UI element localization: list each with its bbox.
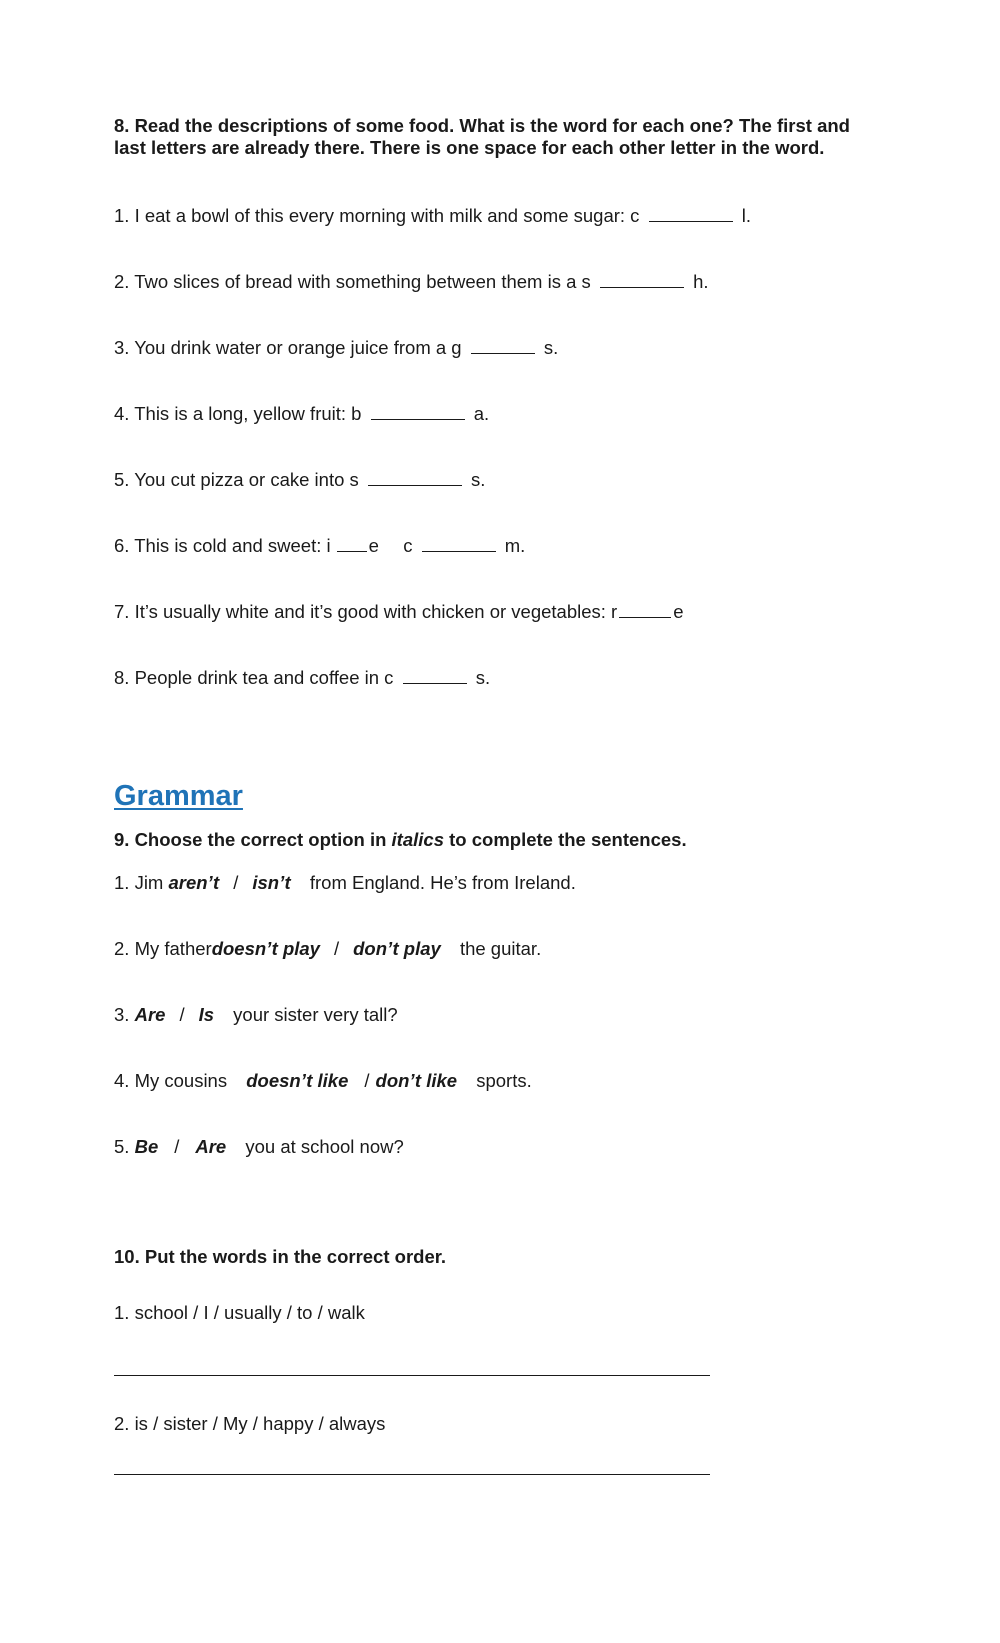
vocab-item-4-prefix: 4. This is a long, yellow fruit: b — [114, 403, 362, 424]
vocab-item-1-prefix: 1. I eat a bowl of this every morning with milk and some sugar: c — [114, 205, 640, 226]
vocab-item-4 — [114, 402, 489, 425]
grammar-item-5-option-1[interactable]: Be — [134, 1136, 159, 1157]
vocab-item-5-prefix: 5. You cut pizza or cake into s — [114, 469, 359, 490]
vocab-item-2-blank[interactable] — [600, 270, 684, 288]
exercise-9-instruction — [114, 829, 854, 851]
vocab-item-1-blank[interactable] — [649, 204, 733, 222]
grammar-item-2-suffix: the guitar. — [459, 938, 542, 959]
grammar-item-5-option-2[interactable]: Are — [195, 1136, 227, 1157]
vocab-item-8-prefix: 8. People drink tea and coffee in c — [114, 667, 394, 688]
vocab-item-5 — [114, 468, 485, 491]
grammar-item-1-prefix: 1. Jim — [114, 872, 164, 893]
exercise-9-instruction-start: 9. Choose the correct option in — [114, 829, 392, 850]
exercise-9-instruction-end: to complete the sentences. — [443, 829, 687, 850]
grammar-item-4-slash: / — [364, 1070, 370, 1091]
grammar-item-4-prefix: 4. My cousins — [114, 1070, 228, 1091]
vocab-item-6-prefix: 6. This is cold and sweet: i — [114, 535, 331, 556]
grammar-item-4 — [114, 1070, 532, 1092]
vocab-item-6-blank-1[interactable] — [337, 534, 367, 552]
exercise-10-instruction: 10. Put the words in the correct order. — [114, 1246, 447, 1267]
vocab-item-2-prefix: 2. Two slices of bread with something between them is a s — [114, 271, 591, 292]
order-item-1-answer-line[interactable] — [114, 1375, 710, 1376]
grammar-item-2-option-1[interactable]: doesn’t play — [211, 938, 320, 959]
vocab-item-4-blank[interactable] — [371, 402, 465, 420]
vocab-item-2 — [114, 270, 709, 293]
grammar-item-4-option-1[interactable]: doesn’t like — [246, 1070, 349, 1091]
exercise-9-instruction-italic: italics — [391, 829, 444, 850]
vocab-item-8 — [114, 666, 490, 689]
vocab-item-5-suffix: s. — [471, 469, 486, 490]
grammar-item-5-prefix: 5. — [114, 1136, 130, 1157]
grammar-item-1-slash: / — [233, 872, 239, 893]
grammar-item-5 — [114, 1136, 404, 1158]
order-item-2-answer-line[interactable] — [114, 1474, 710, 1475]
grammar-heading: Grammar — [114, 780, 243, 812]
grammar-item-3-prefix: 3. — [114, 1004, 130, 1025]
vocab-item-4-suffix: a. — [473, 403, 490, 424]
vocab-item-6-suffix: m. — [504, 535, 526, 556]
vocab-item-8-suffix: s. — [475, 667, 491, 688]
grammar-item-3-slash: / — [179, 1004, 185, 1025]
vocab-item-6 — [114, 534, 525, 557]
exercise-8-instruction: 8. Read the descriptions of some food. What is the word for each one? The first and last letters are already there. There is one space for each other letter in the word. — [114, 115, 850, 158]
grammar-item-5-suffix: you at school now? — [245, 1136, 404, 1157]
vocab-item-7 — [114, 600, 684, 623]
grammar-item-2-option-2[interactable]: don’t play — [353, 938, 441, 959]
grammar-item-2-slash: / — [333, 938, 340, 959]
grammar-item-3-option-1[interactable]: Are — [134, 1004, 166, 1025]
vocab-item-5-blank[interactable] — [368, 468, 462, 486]
order-item-1: 1. school / I / usually / to / walk — [114, 1302, 365, 1323]
vocab-item-3 — [114, 336, 558, 359]
vocab-item-7-suffix: e — [673, 601, 684, 622]
vocab-item-8-blank[interactable] — [403, 666, 467, 684]
grammar-item-3 — [114, 1004, 398, 1026]
grammar-item-2 — [114, 938, 541, 960]
vocab-item-3-blank[interactable] — [471, 336, 535, 354]
vocab-item-6-middle-1: e — [368, 535, 379, 556]
grammar-item-4-suffix: sports. — [476, 1070, 532, 1091]
order-item-2: 2. is / sister / My / happy / always — [114, 1413, 386, 1434]
grammar-item-1-option-1[interactable]: aren’t — [168, 872, 220, 893]
grammar-item-1-option-2[interactable]: isn’t — [252, 872, 291, 893]
vocab-item-7-prefix: 7. It’s usually white and it’s good with chicken or vegetables: r — [114, 601, 618, 622]
vocab-item-3-suffix: s. — [543, 337, 559, 358]
grammar-item-5-slash: / — [174, 1136, 180, 1157]
grammar-item-1 — [114, 872, 576, 894]
grammar-item-2-prefix: 2. My father — [114, 938, 212, 959]
vocab-item-6-middle-2: c — [403, 535, 413, 556]
vocab-item-6-blank-2[interactable] — [422, 534, 496, 552]
grammar-item-3-option-2[interactable]: Is — [198, 1004, 215, 1025]
vocab-item-3-prefix: 3. You drink water or orange juice from a g — [114, 337, 462, 358]
grammar-item-4-option-2[interactable]: don’t like — [375, 1070, 458, 1091]
vocab-item-2-suffix: h. — [693, 271, 709, 292]
vocab-item-7-blank[interactable] — [619, 600, 671, 618]
grammar-item-3-suffix: your sister very tall? — [233, 1004, 398, 1025]
vocab-item-1-suffix: l. — [741, 205, 751, 226]
grammar-item-1-suffix: from England. He’s from Ireland. — [309, 872, 576, 893]
vocab-item-1 — [114, 204, 751, 227]
